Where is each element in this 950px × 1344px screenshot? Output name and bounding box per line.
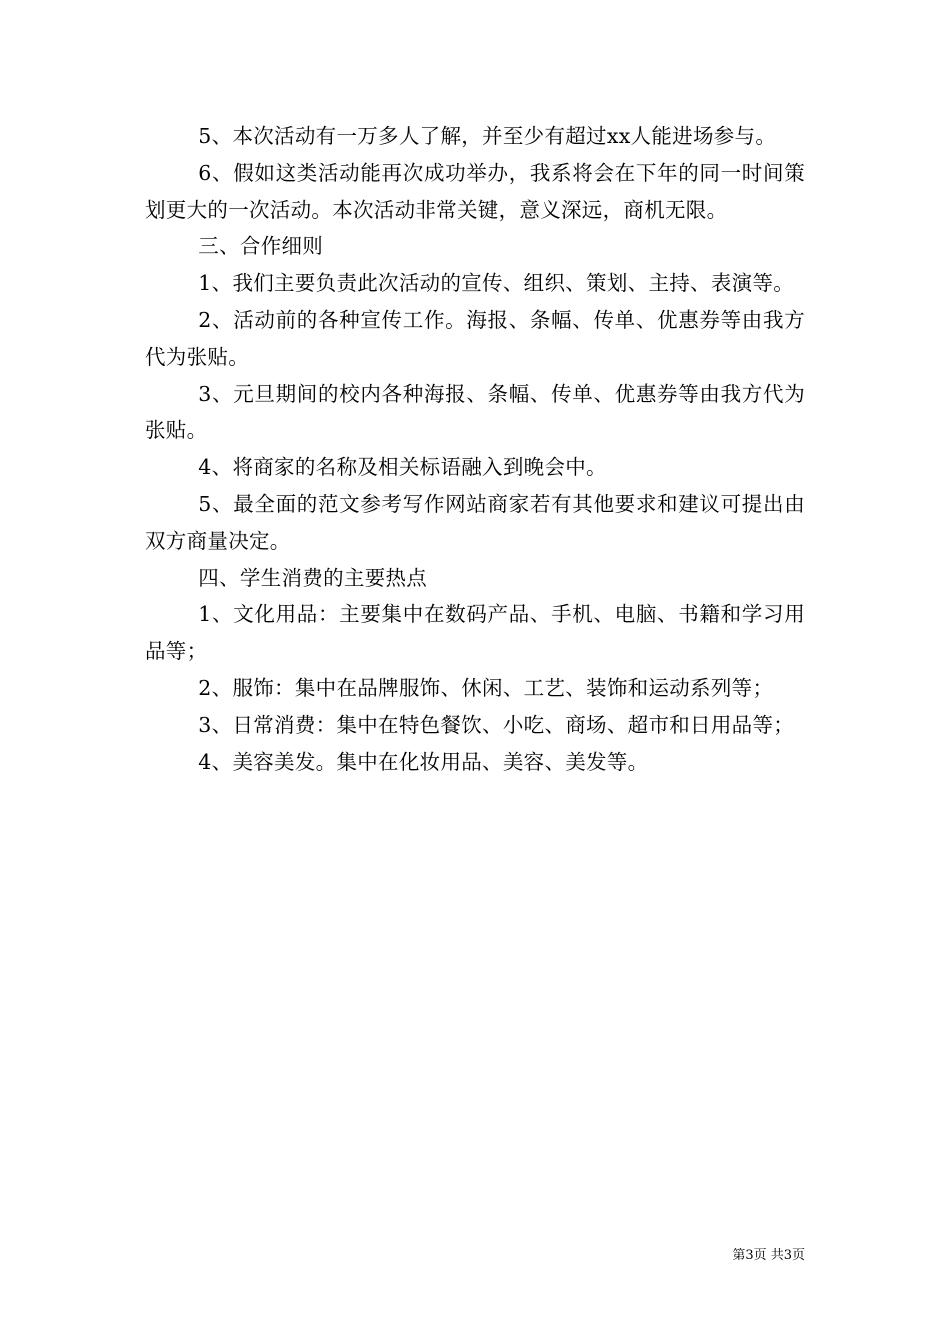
cooperation-item-5: 5、最全面的范文参考写作网站商家若有其他要求和建议可提出由双方商量决定。	[145, 491, 805, 553]
section-heading-cooperation: 三、合作细则	[198, 234, 324, 259]
paragraph-item-5: 5、本次活动有一万多人了解，并至少有超过xx人能进场参与。	[198, 124, 777, 148]
consumption-item-4: 4、美容美发。集中在化妆用品、美容、美发等。	[198, 749, 649, 774]
page-number: 第3页 共3页	[732, 1248, 805, 1263]
consumption-item-3: 3、日常消费：集中在特色餐饮、小吃、商场、超市和日用品等；	[198, 712, 795, 737]
consumption-item-2: 2、服饰：集中在品牌服饰、休闲、工艺、装饰和运动系列等；	[198, 675, 774, 700]
consumption-item-1: 1、文化用品：主要集中在数码产品、手机、电脑、书籍和学习用品等；	[145, 602, 805, 664]
cooperation-item-4: 4、将商家的名称及相关标语融入到晚会中。	[198, 455, 607, 480]
cooperation-item-1: 1、我们主要负责此次活动的宣传、组织、策划、主持、表演等。	[198, 271, 795, 296]
paragraph-item-6: 6、假如这类活动能再次成功举办，我系将会在下年的同一时间策划更大的一次活动。本次活动非常关键，意义深远，商机无限。	[145, 160, 805, 222]
cooperation-item-2: 2、活动前的各种宣传工作。海报、条幅、传单、优惠券等由我方代为张贴。	[145, 307, 805, 369]
document-body	[145, 118, 805, 780]
cooperation-item-3: 3、元旦期间的校内各种海报、条幅、传单、优惠券等由我方代为张贴。	[145, 381, 805, 443]
section-heading-consumption: 四、学生消费的主要热点	[198, 565, 428, 590]
